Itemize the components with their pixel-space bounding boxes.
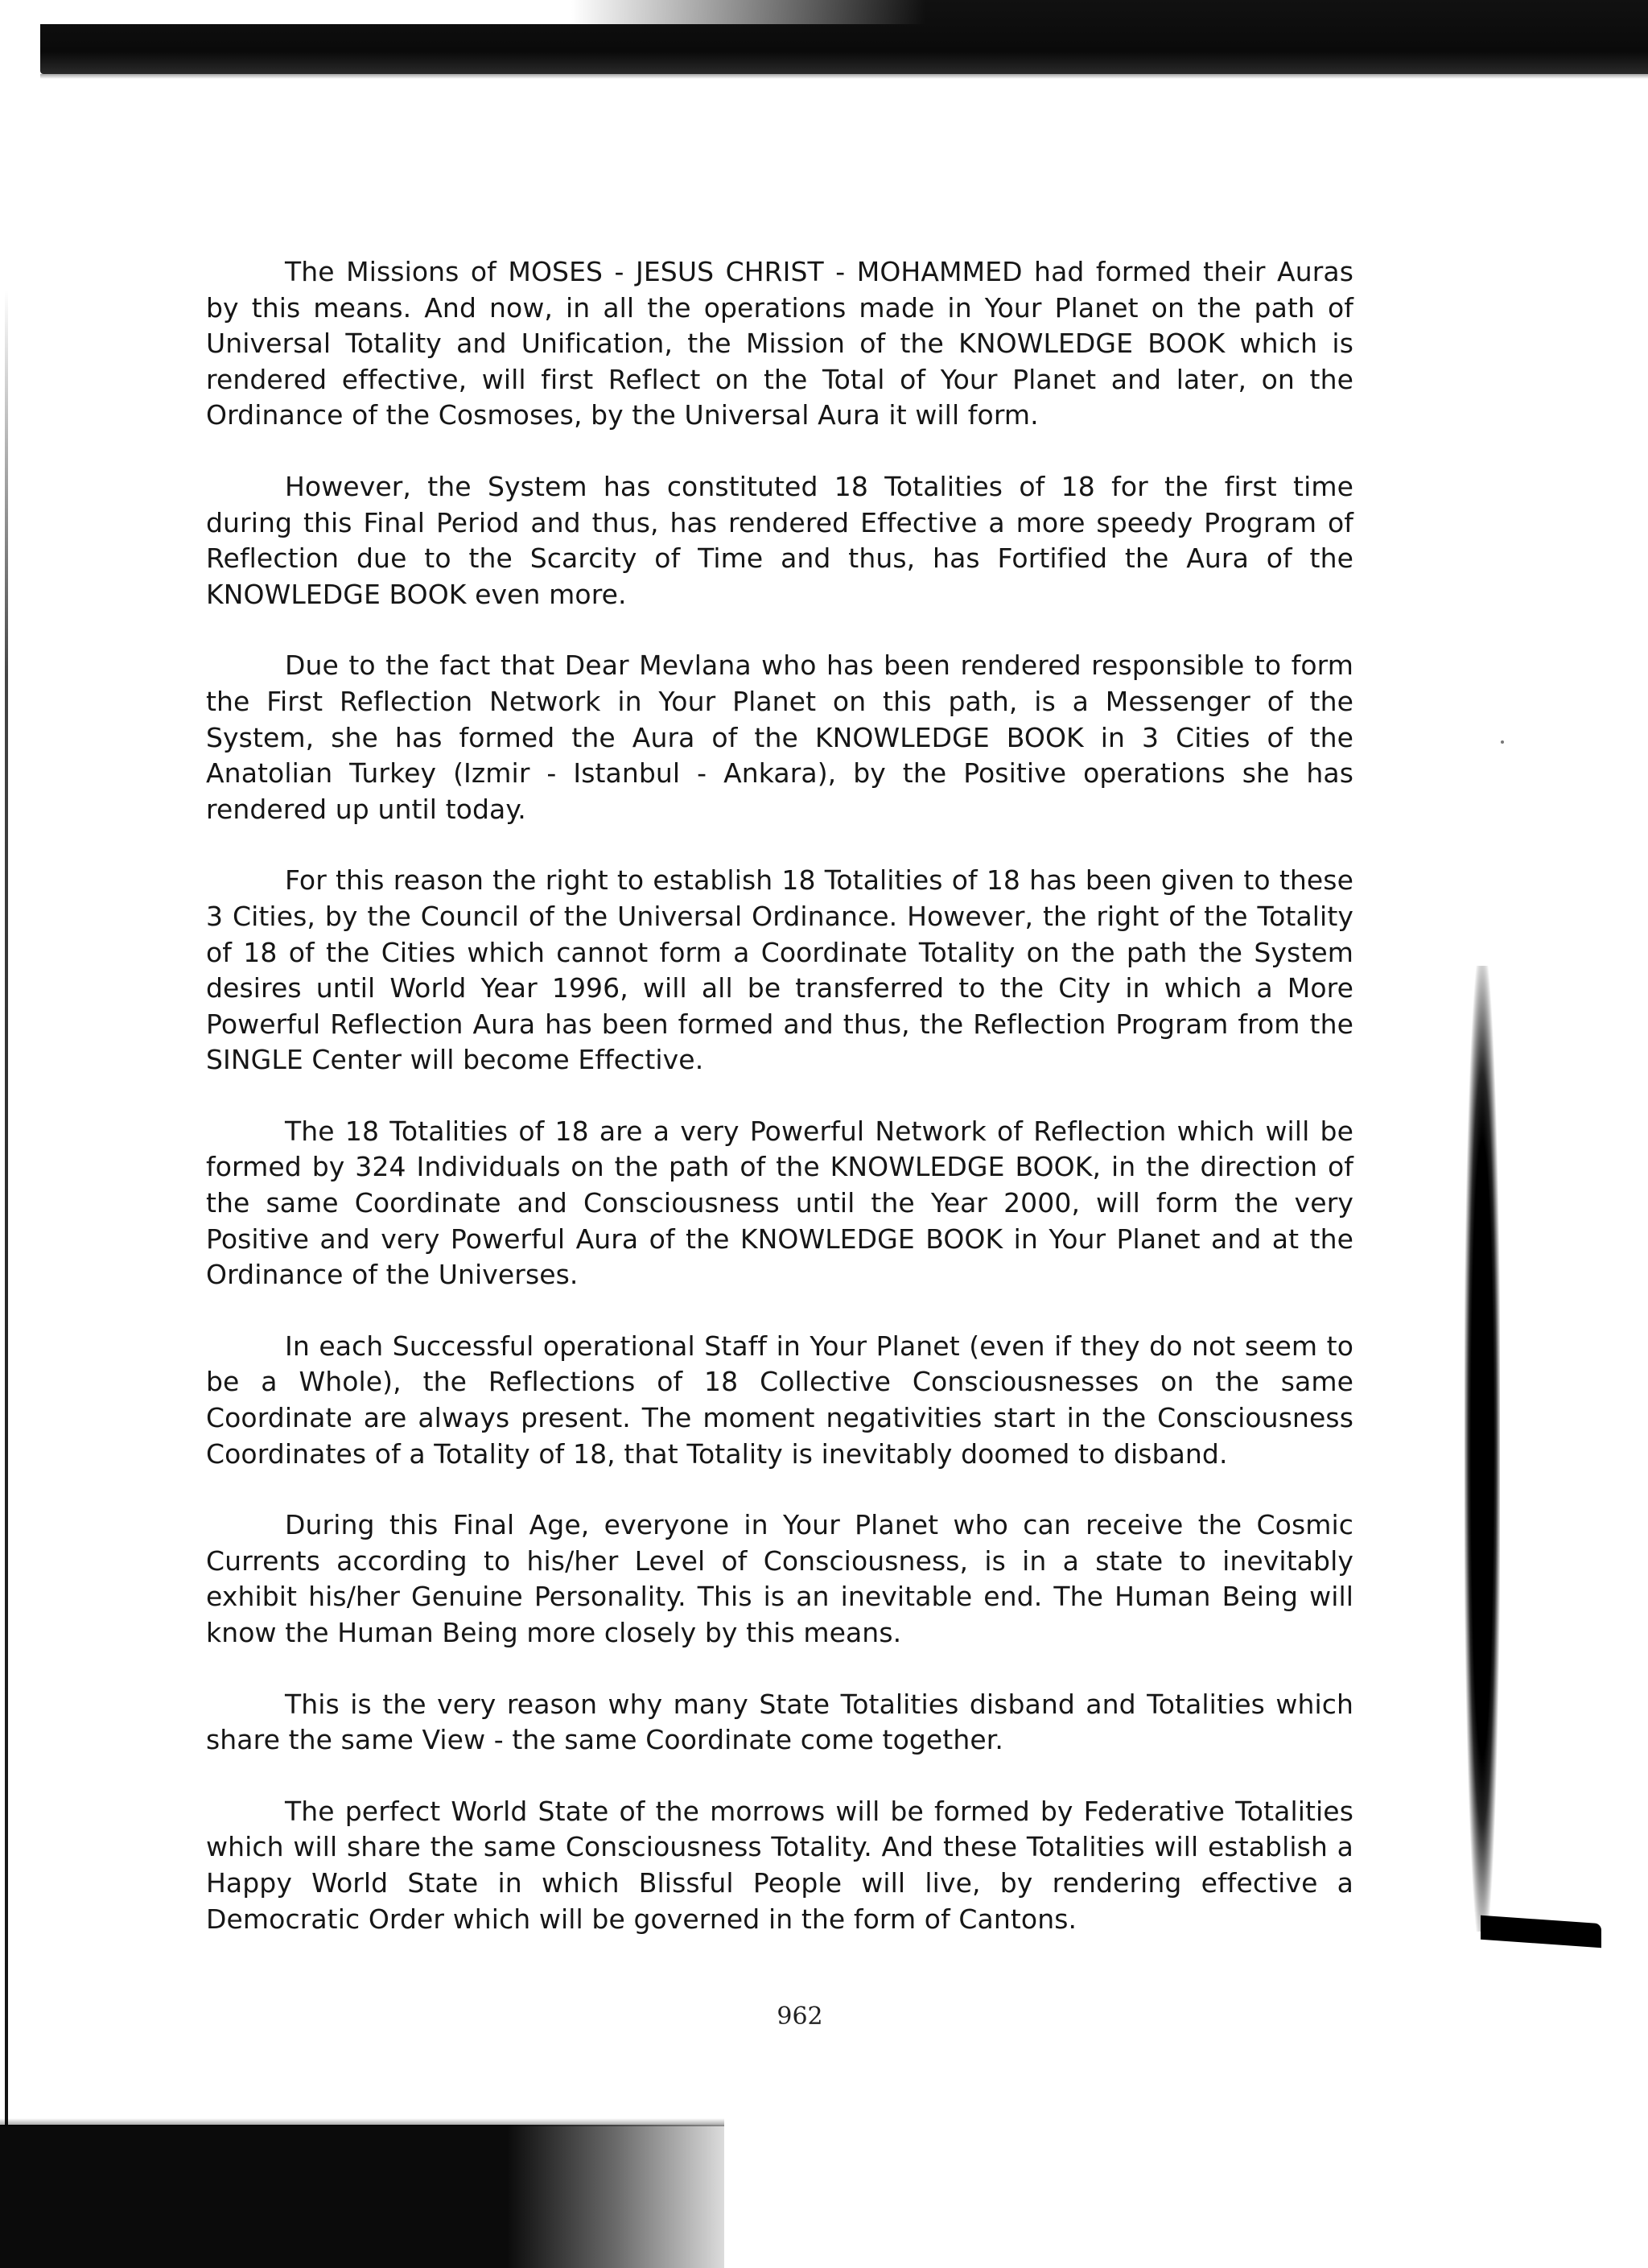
scan-speck xyxy=(1501,740,1504,744)
paragraph-4: For this reason the right to establish 18 Totalities of 18 has been given to these 3 Cities, by the Council of the Universal Ordinance. However, the right of the Totality of 18 of the Cities which cannot form a Coordinate Totality on the path the System desires until World Year 1996, will all be transferred to the City in which a More Powerful Reflection Aura has been formed and thus, the Reflection Program from the SINGLE Center will become Effective. xyxy=(206,864,1353,1076)
scan-bottom-border xyxy=(0,2125,724,2268)
scan-left-edge xyxy=(5,290,8,2221)
scan-right-corner xyxy=(1481,1915,1601,1948)
paragraph-5: The 18 Totalities of 18 are a very Powerful Network of Reflection which will be formed by 324 Individuals on the path of the KNOWLEDGE BOOK, in the direction of the same Coordinate and Consciousness until the Year 2000, will form the very Positive and very Powerful Aura of the KNOWLEDGE BOOK in Your Planet and at the Ordinance of the Universes. xyxy=(206,1115,1353,1291)
paragraph-9: The perfect World State of the morrows will be formed by Federative Totalities which will share the same Consciousness Totality. And these Totalities will establish a Happy World State in which Blissful People will live, by rendering effective a Democratic Order which will be governed in the form of Cantons. xyxy=(206,1795,1353,1935)
paragraph-8: This is the very reason why many State Totalities disband and Totalities which share the same View - the same Coordinate come together. xyxy=(206,1688,1353,1756)
scan-top-border xyxy=(40,0,1648,74)
page-number: 962 xyxy=(777,2002,823,2031)
paragraph-2: However, the System has constituted 18 Totalities of 18 for the first time during this Final Period and thus, has rendered Effective a more speedy Program of Reflection due to the Scarcity of Time and thus, has Fortified the Aura of the KNOWLEDGE BOOK even more. xyxy=(206,470,1353,610)
page-body xyxy=(206,254,1353,1973)
paragraph-3: Due to the fact that Dear Mevlana who has been rendered responsible to form the First Reflection Network in Your Planet on this path, is a Messenger of the System, she has formed the Aura of the KNOWLEDGE BOOK in 3 Cities of the Anatolian Turkey (Izmir - Istanbul - Ankara), by the Positive operations she has rendered up until today. xyxy=(206,649,1353,825)
paragraph-6: In each Successful operational Staff in Your Planet (even if they do not seem to be a Whole), the Reflections of 18 Collective Consciousnesses on the same Coordinate are always present. The moment negativities start in the Consciousness Coordinates of a Totality of 18, that Totality is inevitably doomed to disband. xyxy=(206,1330,1353,1470)
paragraph-1: The Missions of MOSES - JESUS CHRIST - MOHAMMED had formed their Auras by this means. And now, in all the operations made in Your Planet on the path of Universal Totality and Unification, the Mission of the KNOWLEDGE BOOK which is rendered effective, will first Reflect on the Total of Your Planet and later, on the Ordinance of the Cosmoses, by the Universal Aura it will form. xyxy=(206,256,1353,431)
paragraph-7: During this Final Age, everyone in Your Planet who can receive the Cosmic Currents according to his/her Level of Consciousness, is in a state to inevitably exhibit his/her Genuine Personality. This is an inevitable end. The Human Being will know the Human Being more closely by this means. xyxy=(206,1509,1353,1648)
scan-right-shadow xyxy=(1465,966,1500,1932)
